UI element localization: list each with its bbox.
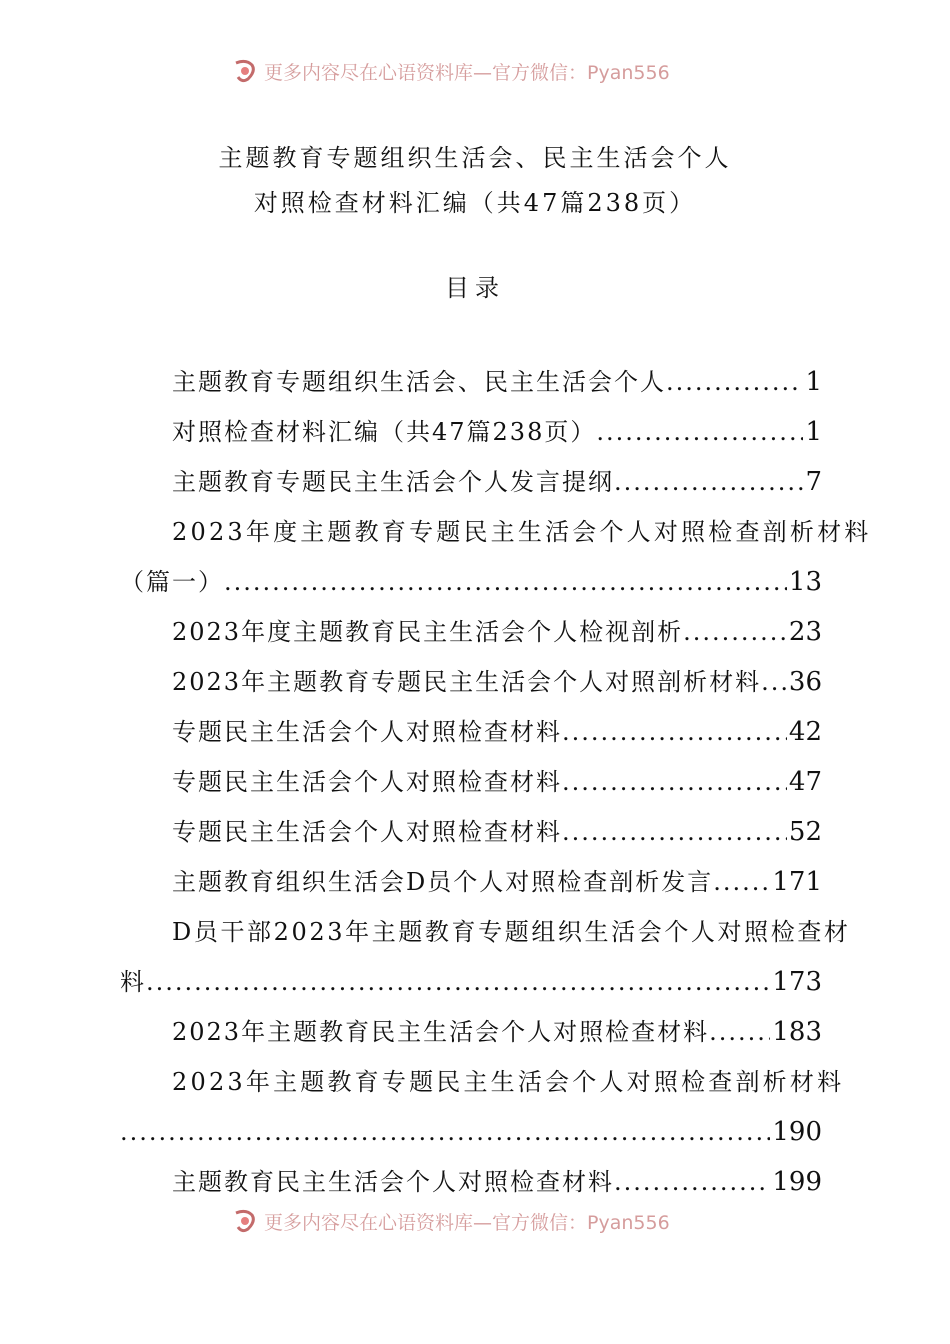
toc-leader-dots xyxy=(596,407,803,457)
toc-entry-page: 47 xyxy=(788,767,822,797)
toc-leader-dots xyxy=(224,557,787,607)
toc-entry[interactable] xyxy=(120,757,822,807)
toc-entry-page: 171 xyxy=(772,867,822,897)
toc-entry[interactable] xyxy=(120,657,822,707)
toc-entry-title-line-1: 2023年主题教育专题民主生活会个人对照检查剖析材料 xyxy=(172,1068,845,1096)
watermark-text: 更多内容尽在心语资料库—官方微信：Pyan556 xyxy=(264,1211,670,1234)
toc-entry-page: 7 xyxy=(805,467,822,497)
toc-leader-dots xyxy=(614,1157,770,1207)
toc-entry[interactable] xyxy=(120,1157,822,1207)
toc-entry-page: 173 xyxy=(772,967,822,997)
toc-leader-dots xyxy=(562,757,787,807)
watermark-text: 更多内容尽在心语资料库—官方微信：Pyan556 xyxy=(264,61,670,84)
logo-icon xyxy=(232,1207,260,1235)
toc-heading: 目录 xyxy=(445,274,505,302)
toc-entry-page: 52 xyxy=(788,817,822,847)
toc-entry-page: 190 xyxy=(772,1117,822,1147)
toc-entry[interactable] xyxy=(120,457,822,507)
document-title-line-1: 主题教育专题组织生活会、民主生活会个人 xyxy=(218,144,732,172)
toc-entry[interactable] xyxy=(120,607,822,657)
toc-leader-dots xyxy=(761,657,787,707)
toc-entry-title-line-2: （篇一） xyxy=(120,568,224,596)
toc-entry[interactable] xyxy=(120,1007,822,1057)
toc-entry[interactable] xyxy=(120,1057,845,1157)
toc-entry-page: 13 xyxy=(788,567,822,597)
toc-entry[interactable] xyxy=(120,407,822,457)
toc-entry-title: 专题民主生活会个人对照检查材料 xyxy=(172,818,562,846)
toc-entry-title-line-1: D员干部2023年主题教育专题组织生活会个人对照检查材 xyxy=(172,918,851,946)
document-title-line-2: 对照检查材料汇编（共47篇238页） xyxy=(253,189,697,217)
toc-leader-dots xyxy=(562,707,787,757)
toc-leader-dots xyxy=(683,607,787,657)
toc-entry[interactable] xyxy=(120,907,851,1007)
watermark-bottom xyxy=(232,1206,670,1236)
toc-entry-page: 23 xyxy=(788,617,822,647)
toc-entry-title-line-1: 2023年度主题教育专题民主生活会个人对照检查剖析材料 xyxy=(172,518,872,546)
toc-entry-title: 专题民主生活会个人对照检查材料 xyxy=(172,718,562,746)
toc-entry-title: 主题教育民主生活会个人对照检查材料 xyxy=(172,1168,614,1196)
toc-entry[interactable] xyxy=(120,857,822,907)
toc-entry-title: 2023年度主题教育民主生活会个人检视剖析 xyxy=(172,618,684,646)
toc-entry[interactable] xyxy=(120,507,872,607)
watermark-top xyxy=(232,56,670,86)
toc-entry-title: 主题教育专题民主生活会个人发言提纲 xyxy=(172,468,614,496)
toc-entry-page: 1 xyxy=(805,417,822,447)
toc-entry-page: 1 xyxy=(805,367,822,397)
toc-entry-page: 36 xyxy=(788,667,822,697)
toc-entry[interactable] xyxy=(120,707,822,757)
toc-entry-page: 42 xyxy=(788,717,822,747)
toc-entry-page: 199 xyxy=(772,1167,822,1197)
toc-leader-dots xyxy=(709,1007,770,1057)
logo-icon xyxy=(232,57,260,85)
toc-entry-page: 183 xyxy=(772,1017,822,1047)
toc-entry-title: 对照检查材料汇编（共47篇238页） xyxy=(172,418,597,446)
toc-entry-title: 专题民主生活会个人对照检查材料 xyxy=(172,768,562,796)
toc-entry[interactable] xyxy=(120,357,822,407)
toc-leader-dots xyxy=(146,957,770,1007)
toc-leader-dots xyxy=(562,807,787,857)
toc-entry-title: 主题教育专题组织生活会、民主生活会个人 xyxy=(172,368,666,396)
toc-leader-dots xyxy=(666,357,803,407)
toc-entry-title-line-2: 料 xyxy=(120,968,146,996)
toc-entry-title: 主题教育组织生活会D员个人对照检查剖析发言 xyxy=(172,868,714,896)
toc-entry-title: 2023年主题教育民主生活会个人对照检查材料 xyxy=(172,1018,710,1046)
toc-leader-dots xyxy=(120,1107,770,1157)
toc-entry-title: 2023年主题教育专题民主生活会个人对照剖析材料 xyxy=(172,668,762,696)
toc-leader-dots xyxy=(614,457,803,507)
toc-entry[interactable] xyxy=(120,807,822,857)
toc-leader-dots xyxy=(713,857,770,907)
